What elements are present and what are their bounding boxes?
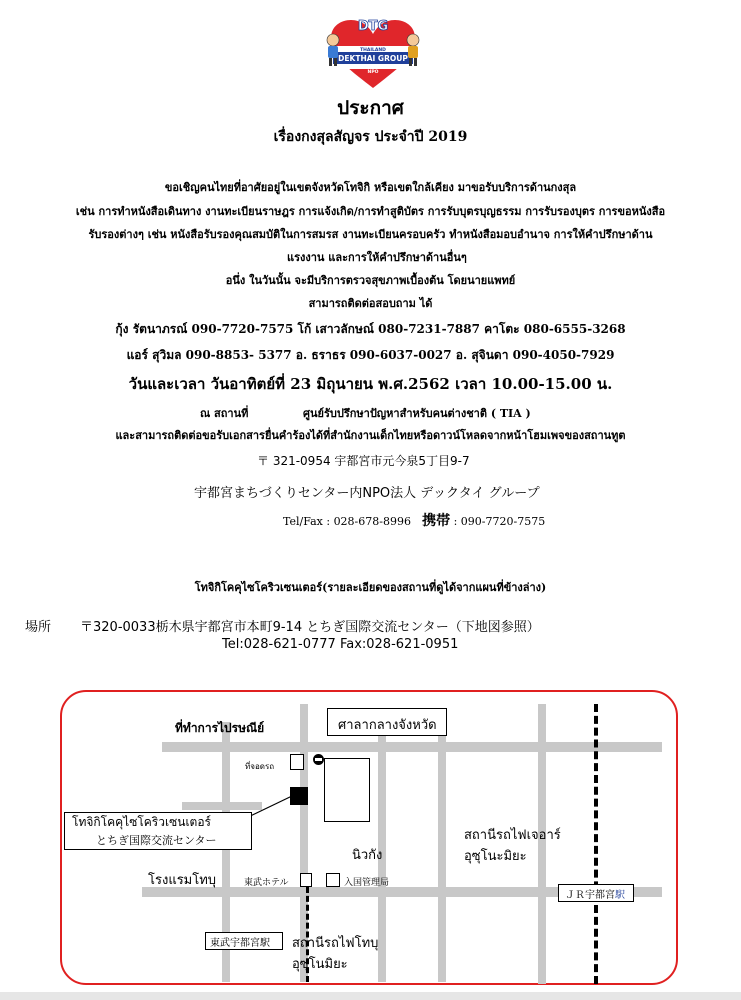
map-jr-label-eki: 駅 bbox=[615, 890, 625, 901]
logo-band-white-2 bbox=[335, 64, 411, 69]
body-line-2: เช่น การทำหนังสือเดินทาง งานทะเบียนราษฎร การแจ้งเกิด/การทำสูติบัตร การรับบุตรบุญธรรม การรับรองบุตร การขอหนังสือ bbox=[75, 205, 666, 218]
map-center-jp: とちぎ国際交流センター bbox=[96, 834, 217, 847]
map-hotel-box bbox=[300, 873, 312, 887]
map-immigration-box bbox=[326, 873, 340, 887]
body-line-4: แรงงาน และการให้คำปรึกษาด้านอื่นๆ bbox=[287, 251, 467, 264]
logo-top-text: DTG bbox=[357, 19, 389, 34]
bottom-scroll-bar[interactable] bbox=[0, 992, 741, 1000]
map-hotel-jp: 東武ホテル bbox=[244, 878, 289, 888]
venue-name: ศูนย์รับปรึกษาปัญหาสำหรับคนต่างชาติ ( TIA ) bbox=[303, 407, 531, 420]
tel-fax: Tel/Fax : 028-678-8996 bbox=[283, 515, 411, 528]
documents-line: และสามารถติดต่อขอรับเอกสารยื่นคำร้องได้ที่สำนักงานเด็กไทยหรือดาวน์โหลดจากหน้าโฮมเพจของสถานทูต bbox=[115, 429, 626, 442]
map-building-box bbox=[324, 758, 370, 822]
body-line-3: รับรองต่างๆ เช่น หนังสือรับรองคุณสมบัติในการสมรส งานทะเบียนครอบครัว ทำหนังสือมอบอำนาจ การให้คำปรึกษาด้าน bbox=[88, 228, 653, 241]
map-post-office: ที่ทำการไปรษณีย์ bbox=[175, 721, 265, 735]
place-tel-fax: Tel:028-621-0777 Fax:028-621-0951 bbox=[222, 637, 459, 652]
map-jr-station-th2: อุซุโนะมิยะ bbox=[464, 849, 527, 864]
map-city-hall: ศาลากลางจังหวัด bbox=[338, 718, 437, 733]
tel-fax-line bbox=[283, 510, 545, 530]
map-jr-label-jp: ＪＲ宇都宮 bbox=[565, 890, 615, 901]
access-map bbox=[60, 690, 678, 985]
postal-address: 〒 321-0954 宇都宮市元今泉5丁目9-7 bbox=[257, 454, 470, 468]
announcement-subheading: เรื่องกงสุลสัญจร ประจำปี 2019 bbox=[273, 129, 468, 145]
map-jr-station-th: สถานีรถไฟเจอาร์ bbox=[464, 828, 561, 843]
dekthai-group-logo bbox=[323, 12, 423, 90]
map-hotel-th: โรงแรมโทบุ bbox=[148, 873, 217, 888]
logo-small-top: THAILAND bbox=[360, 48, 386, 53]
road-vertical-4 bbox=[438, 712, 446, 982]
jr-railway bbox=[594, 704, 598, 984]
mobile-label: 携帯 bbox=[422, 513, 451, 529]
contact-line-1: กุ้ง รัตนาภรณ์ 090-7720-7575 โก้ เสาวลักษณ์ 080-7231-7887 คาโตะ 080-6555-3268 bbox=[115, 322, 626, 336]
event-datetime: วันและเวลา วันอาทิตย์ที่ 23 มิถุนายน พ.ศ.2562 เวลา 10.00-15.00 น. bbox=[128, 375, 613, 393]
map-center-th: โทจิกิโคคุไซโคริวเซนเตอร์ bbox=[72, 815, 211, 829]
map-tobu-station-th2: อุซุโนมิยะ bbox=[292, 957, 348, 972]
logo-band-text: DEKTHAI GROUP bbox=[338, 54, 408, 63]
no-entry-icon bbox=[313, 754, 324, 765]
announcement-heading: ประกาศ bbox=[337, 97, 404, 119]
map-parking-box bbox=[290, 754, 304, 770]
map-tobu-station-jp: 東武宇都宮駅 bbox=[210, 938, 270, 949]
organization-name: 宇都宮まちづくりセンター内NPO法人 デックタイ グループ bbox=[194, 486, 540, 501]
map-immigration-jp: 入国管理局 bbox=[344, 878, 390, 888]
location-title: โทจิกิโคคุไซโคริวเซนเตอร์(รายละเอียดของสถานที่ดูได้จากแผนที่ข้างล่าง) bbox=[194, 581, 547, 594]
place-label: 場所 bbox=[25, 620, 52, 635]
body-line-6: สามารถติดต่อสอบถาม ได้ bbox=[308, 297, 433, 310]
logo-small-bottom: NPO bbox=[367, 70, 379, 75]
body-line-1: ขอเชิญคนไทยที่อาศัยอยู่ในเขตจังหวัดโทจิกิ หรือเขตใกล้เคียง มาขอรับบริการด้านกงสุล bbox=[164, 181, 577, 194]
road-horizontal-1 bbox=[162, 742, 662, 752]
map-tobu-station-th: สถานีรถไฟโทบุ bbox=[292, 936, 379, 951]
mobile-number: : 090-7720-7575 bbox=[450, 515, 546, 528]
contact-line-2: แอร์ สุวิมล 090-8853- 5377 อ. ธราธร 090-6037-0027 อ. สุจินดา 090-4050-7929 bbox=[126, 348, 615, 362]
body-line-5: อนึ่ง ในวันนั้น จะมีบริการตรวจสุขภาพเบื้องต้น โดยนายแพทย์ bbox=[225, 274, 516, 287]
map-niwagang: นิวกัง bbox=[352, 848, 383, 863]
venue-label: ณ สถานที่ bbox=[200, 407, 249, 420]
map-parking: ที่จอดรถ bbox=[245, 762, 275, 771]
place-address: 〒320-0033栃木県宇都宮市本町9-14 とちぎ国際交流センター（下地図参照） bbox=[80, 620, 540, 635]
map-jr-label bbox=[565, 886, 625, 901]
